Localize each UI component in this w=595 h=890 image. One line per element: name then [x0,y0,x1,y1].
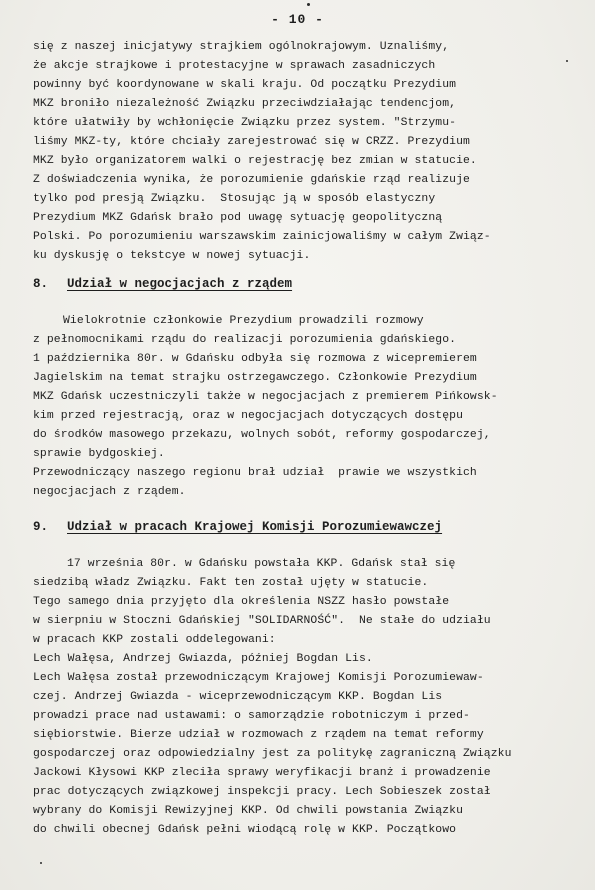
text-line: tylko pod presją Związku. Stosując ją w sposób elastyczny [33,193,436,205]
text-line: prac dotyczących związkowej inspekcji pracy. Lech Sobieszek został [33,786,491,798]
text-line: Jackowi Kłysowi KKP zleciła sprawy weryfikacji branż i prowadzenie [33,767,491,779]
text-line: kim przed rejestracją, oraz w negocjacjach dotyczących dostępu [33,410,464,422]
text-line: do chwili obecnej Gdańsk pełni wiodącą rolę w KKP. Początkowo [33,824,457,836]
text-line: Przewodniczący naszego regionu brał udział prawie we wszystkich [33,467,477,479]
section-number: 8. [33,277,49,291]
text-line: w pracach KKP zostali oddelegowani: [33,634,276,646]
text-line: Tego samego dnia przyjęto dla określenia NSZZ hasło powstałe [33,596,450,608]
text-line: że akcje strajkowe i protestacyjne w sprawach zasadniczych [33,60,436,72]
text-line: siedzibą władz Związku. Fakt ten został ujęty w statucie. [33,577,429,589]
text-line: 1 października 80r. w Gdańsku odbyła się rozmowa z wicepremierem [33,353,477,365]
text-line: do środków masowego przekazu, wolnych sobót, reformy gospodarczej, [33,429,491,441]
text-line: gospodarczej oraz odpowiedzialny jest za politykę zagraniczną Związku [33,748,512,760]
text-line: Prezydium MKZ Gdańsk brało pod uwagę sytuację geopolityczną [33,212,443,224]
text-line: w sierpniu w Stoczni Gdańskiej "SOLIDARNOŚĆ". Ne stałe do udziału [33,615,491,627]
section-title: Udział w negocjacjach z rządem [67,277,293,291]
text-line: które ułatwiły by wchłonięcie Związku przez system. "Strzymu- [33,117,457,129]
text-line: MKZ było organizatorem walki o rejestrację bez zmian w statucie. [33,155,477,167]
text-line: Lech Wałęsa został przewodniczącym Krajowej Komisji Porozumiewaw- [33,672,484,684]
section-heading [33,516,578,538]
text-line: siębiorstwie. Bierze udział w rozmowach z rządem na temat reformy [33,729,484,741]
text-line: negocjacjach z rządem. [33,486,186,498]
page-number: - 10 - [271,12,324,27]
text-line: Jagielskim na temat strajku ostrzegawczego. Członkowie Prezydium [33,372,477,384]
section-heading [33,273,578,295]
paragraph [33,38,578,266]
text-line: czej. Andrzej Gwiazda - wiceprzewodniczącym KKP. Bogdan Lis [33,691,443,703]
text-line: Wielokrotnie członkowie Prezydium prowadzili rozmowy [63,315,424,327]
scan-speck [307,3,310,6]
text-line: Lech Wałęsa, Andrzej Gwiazda, później Bogdan Lis. [33,653,373,665]
section-title: Udział w pracach Krajowej Komisji Porozumiewawczej [67,520,443,534]
text-line: liśmy MKZ-ty, które chciały zarejestrować się w CRZZ. Prezydium [33,136,470,148]
text-line: sprawie bydgoskiej. [33,448,165,460]
text-line: powinny być koordynowane w skali kraju. Od początku Prezydium [33,79,457,91]
text-line: Z doświadczenia wynika, że porozumienie gdańskie rząd realizuje [33,174,470,186]
text-line: Polski. Po porozumieniu warszawskim zainicjowaliśmy w całym Związ- [33,231,491,243]
text-line: prowadzi prace nad ustawami: o samorządzie robotniczym i przed- [33,710,470,722]
scan-speck [40,862,42,864]
text-line: ku dyskusję o tekstcye w nowej sytuacji. [33,250,311,262]
text-line: MKZ Gdańsk uczestniczyli także w negocjacjach z premierem Pińkowsk- [33,391,498,403]
text-line: wybrany do Komisji Rewizyjnej KKP. Od chwili powstania Związku [33,805,464,817]
text-line: 17 września 80r. w Gdańsku powstała KKP. Gdańsk stał się [67,558,456,570]
paragraph [33,555,578,840]
text-line: z pełnomocnikami rządu do realizacji porozumienia gdańskiego. [33,334,457,346]
text-line: się z naszej inicjatywy strajkiem ogólnokrajowym. Uznaliśmy, [33,41,450,53]
document-body [33,38,578,840]
paragraph [33,312,578,502]
section-number: 9. [33,520,49,534]
text-line: MKZ broniło niezależność Związku przeciwdziałając tendencjom, [33,98,457,110]
